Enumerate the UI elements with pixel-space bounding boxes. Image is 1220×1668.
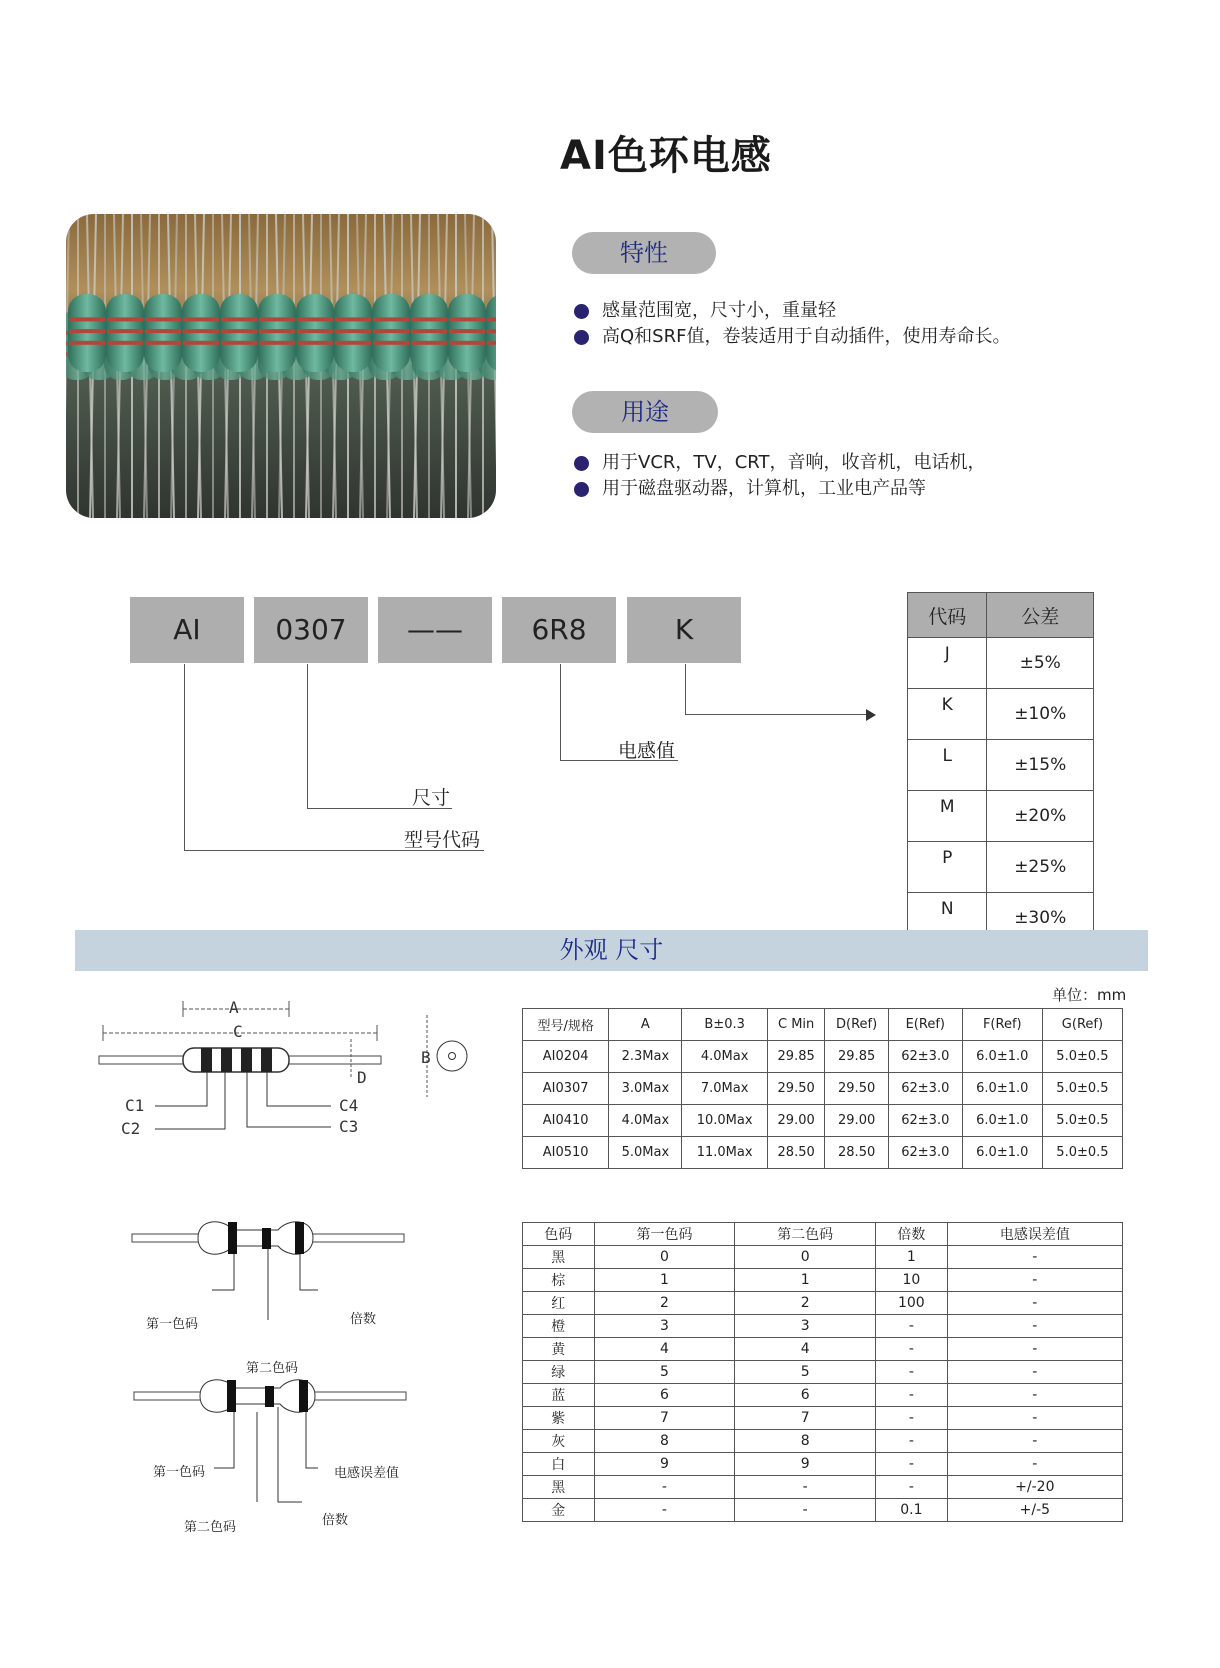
arrow-right-icon [866, 709, 876, 721]
table-cell: K [908, 689, 987, 740]
table-cell: 2.3Max [609, 1041, 682, 1073]
table-cell: 0 [594, 1246, 735, 1269]
table-header: F(Ref) [962, 1009, 1042, 1041]
table-cell: 金 [523, 1499, 595, 1522]
dim-label-c4: C4 [339, 1096, 359, 1115]
table-cell: 橙 [523, 1315, 595, 1338]
table-cell: 9 [735, 1453, 876, 1476]
table-cell: - [947, 1246, 1122, 1269]
dimension-table [522, 1008, 1123, 1169]
table-cell: 29.85 [825, 1041, 888, 1073]
label-tolerance: 电感误差值 [334, 1466, 400, 1481]
table-cell: 29.00 [767, 1105, 825, 1137]
table-cell: ±30% [987, 893, 1094, 944]
label-second-code-bottom: 第二色码 [184, 1520, 237, 1535]
table-cell: 5.0±0.5 [1042, 1137, 1122, 1169]
table-cell: ±25% [987, 842, 1094, 893]
code-segment-size: 0307 [254, 597, 368, 663]
table-cell: AI0410 [523, 1105, 609, 1137]
table-cell: - [594, 1476, 735, 1499]
table-cell: 4.0Max [609, 1105, 682, 1137]
table-header: B±0.3 [682, 1009, 767, 1041]
table-cell: 29.50 [767, 1073, 825, 1105]
table-cell: 5.0±0.5 [1042, 1041, 1122, 1073]
table-cell: 28.50 [767, 1137, 825, 1169]
table-row [523, 1073, 1123, 1105]
table-cell: 6.0±1.0 [962, 1105, 1042, 1137]
table-cell: 3 [735, 1315, 876, 1338]
table-cell: L [908, 740, 987, 791]
table-cell: - [947, 1292, 1122, 1315]
table-cell: 10 [876, 1269, 948, 1292]
table-cell: 黄 [523, 1338, 595, 1361]
table-cell: 100 [876, 1292, 948, 1315]
unit-label: 单位：mm [1052, 986, 1127, 1004]
dim-label-c2: C2 [121, 1119, 141, 1138]
table-cell: 29.00 [825, 1105, 888, 1137]
label-first-code: 第一色码 [146, 1317, 199, 1332]
table-cell: 3 [594, 1315, 735, 1338]
connector-line [560, 664, 561, 761]
table-cell: ±20% [987, 791, 1094, 842]
label-first-code-2: 第一色码 [153, 1465, 206, 1480]
table-cell: - [947, 1407, 1122, 1430]
color-code-diagram-2 [130, 1372, 410, 1512]
table-header: E(Ref) [888, 1009, 962, 1041]
table-cell: 10.0Max [682, 1105, 767, 1137]
connector-line [685, 714, 870, 715]
table-cell: N [908, 893, 987, 944]
table-row [523, 1499, 1123, 1522]
label-multiplier: 倍数 [350, 1312, 377, 1327]
bullet-icon [574, 456, 589, 471]
table-row [523, 1292, 1123, 1315]
table-cell: ±10% [987, 689, 1094, 740]
bullet-icon [574, 330, 589, 345]
dim-label-c1: C1 [125, 1096, 145, 1115]
table-row [523, 1269, 1123, 1292]
table-row [908, 638, 1094, 689]
table-cell: 1 [876, 1246, 948, 1269]
table-header: C Min [767, 1009, 825, 1041]
table-cell: 62±3.0 [888, 1073, 962, 1105]
table-cell: 0 [735, 1246, 876, 1269]
features-list [572, 298, 1010, 350]
page-title: AI色环电感 [560, 133, 772, 179]
table-cell: 62±3.0 [888, 1137, 962, 1169]
table-cell: 28.50 [825, 1137, 888, 1169]
code-segment-tolerance: K [627, 597, 741, 663]
table-cell: ±15% [987, 740, 1094, 791]
table-cell: 白 [523, 1453, 595, 1476]
table-cell: - [735, 1476, 876, 1499]
table-header: G(Ref) [1042, 1009, 1122, 1041]
table-cell: AI0204 [523, 1041, 609, 1073]
table-cell: AI0510 [523, 1137, 609, 1169]
table-header: 型号/规格 [523, 1009, 609, 1041]
table-row [908, 842, 1094, 893]
table-cell: - [876, 1361, 948, 1384]
label-size: 尺寸 [412, 787, 451, 809]
table-cell: +/-20 [947, 1476, 1122, 1499]
dim-label-d: D [357, 1068, 367, 1087]
table-header: 倍数 [876, 1223, 948, 1246]
table-cell: 黑 [523, 1246, 595, 1269]
table-header: 电感误差值 [947, 1223, 1122, 1246]
table-cell: J [908, 638, 987, 689]
table-cell: 6.0±1.0 [962, 1137, 1042, 1169]
list-item: 感量范围宽，尺寸小，重量轻 [572, 298, 1010, 324]
table-cell: 2 [594, 1292, 735, 1315]
table-cell: 4.0Max [682, 1041, 767, 1073]
table-cell: - [876, 1315, 948, 1338]
table-row [523, 1105, 1123, 1137]
table-row [523, 1476, 1123, 1499]
code-segment-inductance: 6R8 [502, 597, 616, 663]
list-item: 高Q和SRF值，卷装适用于自动插件，使用寿命长。 [572, 324, 1010, 350]
table-row [908, 740, 1094, 791]
label-multiplier-2: 倍数 [322, 1513, 349, 1528]
table-cell: 62±3.0 [888, 1105, 962, 1137]
table-cell: 7 [735, 1407, 876, 1430]
table-cell: 7.0Max [682, 1073, 767, 1105]
table-cell: - [876, 1476, 948, 1499]
table-cell: 11.0Max [682, 1137, 767, 1169]
table-header: 公差 [987, 593, 1094, 638]
table-cell: 1 [594, 1269, 735, 1292]
table-header: 第一色码 [594, 1223, 735, 1246]
dim-label-a: A [229, 998, 239, 1017]
table-cell: AI0307 [523, 1073, 609, 1105]
connector-line [685, 664, 686, 714]
table-cell: 蓝 [523, 1384, 595, 1407]
table-cell: +/-5 [947, 1499, 1122, 1522]
table-cell: M [908, 791, 987, 842]
table-row [523, 1315, 1123, 1338]
table-header: 第二色码 [735, 1223, 876, 1246]
table-cell: 0.1 [876, 1499, 948, 1522]
table-row [523, 1246, 1123, 1269]
table-cell: 8 [594, 1430, 735, 1453]
table-header: 色码 [523, 1223, 595, 1246]
list-item: 用于VCR，TV，CRT，音响，收音机，电话机， [572, 450, 985, 476]
table-cell: 62±3.0 [888, 1041, 962, 1073]
table-cell: - [947, 1269, 1122, 1292]
label-inductance: 电感值 [618, 740, 676, 762]
table-cell: P [908, 842, 987, 893]
table-cell: 5.0±0.5 [1042, 1105, 1122, 1137]
table-cell: 6.0±1.0 [962, 1041, 1042, 1073]
table-cell: 6 [594, 1384, 735, 1407]
table-cell: 9 [594, 1453, 735, 1476]
uses-heading: 用途 [572, 391, 718, 433]
table-row [523, 1137, 1123, 1169]
table-cell: - [947, 1361, 1122, 1384]
table-cell: 黑 [523, 1476, 595, 1499]
table-cell: 灰 [523, 1430, 595, 1453]
table-cell: 5.0Max [609, 1137, 682, 1169]
table-header: 代码 [908, 593, 987, 638]
uses-list [572, 450, 985, 502]
table-cell: 1 [735, 1269, 876, 1292]
table-row [523, 1338, 1123, 1361]
table-row [523, 1384, 1123, 1407]
table-row [523, 1407, 1123, 1430]
table-cell: 4 [594, 1338, 735, 1361]
table-row [523, 1041, 1123, 1073]
section-banner: 外观 尺寸 [75, 930, 1148, 971]
connector-line [307, 664, 308, 809]
dim-label-c: C [233, 1022, 243, 1041]
table-cell: 29.85 [767, 1041, 825, 1073]
table-cell: 5 [594, 1361, 735, 1384]
table-row [908, 689, 1094, 740]
table-cell: - [876, 1430, 948, 1453]
table-cell: - [876, 1453, 948, 1476]
table-cell: - [876, 1384, 948, 1407]
table-row [523, 1430, 1123, 1453]
dim-label-c3: C3 [339, 1117, 359, 1136]
table-cell: - [594, 1499, 735, 1522]
tolerance-table [907, 592, 1094, 944]
features-heading: 特性 [572, 232, 716, 274]
table-cell: - [947, 1338, 1122, 1361]
table-cell: 5.0±0.5 [1042, 1073, 1122, 1105]
table-cell: ±5% [987, 638, 1094, 689]
table-cell: - [876, 1407, 948, 1430]
table-cell: 6 [735, 1384, 876, 1407]
dim-label-b: B [421, 1048, 431, 1067]
table-cell: 7 [594, 1407, 735, 1430]
table-cell: 棕 [523, 1269, 595, 1292]
table-cell: - [947, 1384, 1122, 1407]
connector-line [184, 664, 185, 851]
bullet-icon [574, 482, 589, 497]
color-code-table [522, 1222, 1123, 1522]
list-item: 用于磁盘驱动器，计算机，工业电产品等 [572, 476, 985, 502]
bullet-icon [574, 304, 589, 319]
table-header: D(Ref) [825, 1009, 888, 1041]
table-cell: 红 [523, 1292, 595, 1315]
table-row [908, 791, 1094, 842]
table-cell: 6.0±1.0 [962, 1073, 1042, 1105]
table-cell: 2 [735, 1292, 876, 1315]
label-model: 型号代码 [404, 829, 481, 851]
table-cell: 3.0Max [609, 1073, 682, 1105]
table-row [523, 1453, 1123, 1476]
table-cell: - [876, 1338, 948, 1361]
table-cell: - [947, 1315, 1122, 1338]
table-cell: 紫 [523, 1407, 595, 1430]
table-cell: 4 [735, 1338, 876, 1361]
product-photo [66, 214, 496, 518]
table-cell: 5 [735, 1361, 876, 1384]
code-segment-series: AI [130, 597, 244, 663]
code-segment-dash: —— [378, 597, 492, 663]
table-cell: 29.50 [825, 1073, 888, 1105]
table-cell: - [947, 1430, 1122, 1453]
table-row [523, 1361, 1123, 1384]
dimension-diagram [95, 995, 480, 1145]
label-second-code-top: 第二色码 [246, 1361, 299, 1376]
table-cell: - [947, 1453, 1122, 1476]
table-cell: - [735, 1499, 876, 1522]
table-header: A [609, 1009, 682, 1041]
table-cell: 8 [735, 1430, 876, 1453]
table-cell: 绿 [523, 1361, 595, 1384]
